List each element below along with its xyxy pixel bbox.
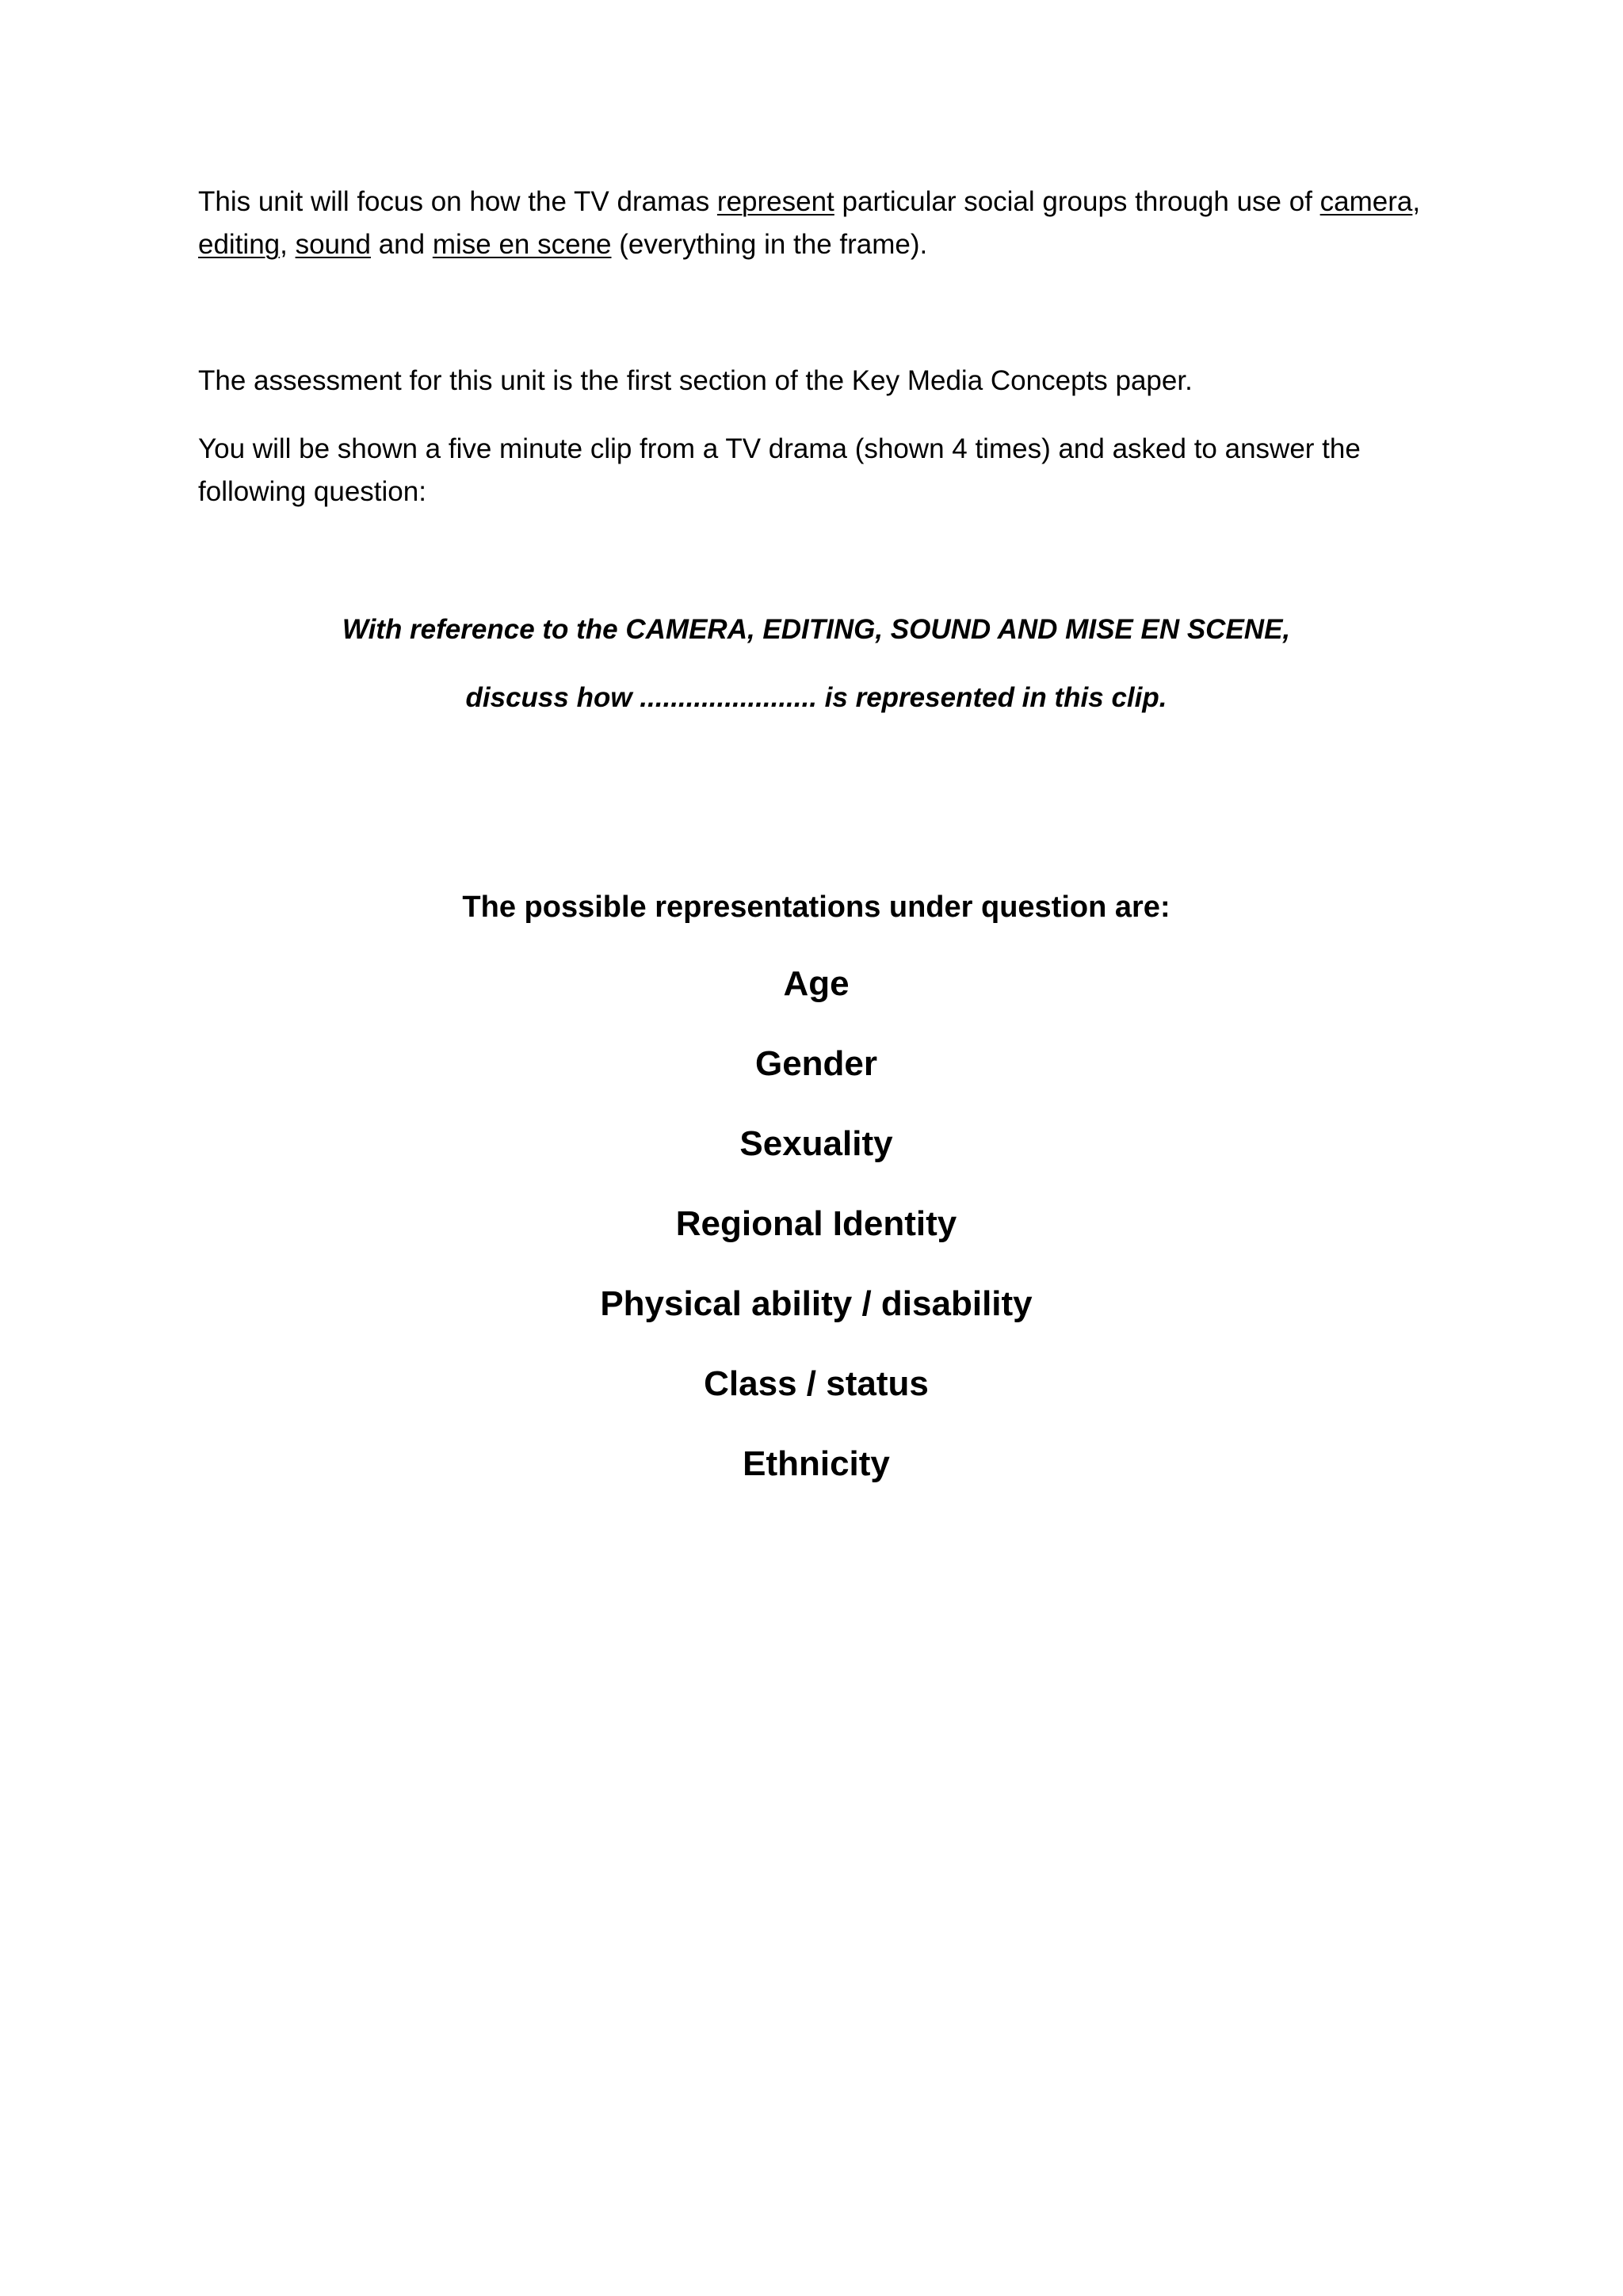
- clip-info-paragraph: You will be shown a five minute clip from a TV drama (shown 4 times) and asked to answer the following question:: [198, 433, 1361, 507]
- keyword-sound: sound: [295, 229, 371, 260]
- keyword-represent: represent: [716, 186, 834, 217]
- intro-text: ,: [1412, 186, 1421, 217]
- keyword-camera: camera: [1319, 186, 1413, 217]
- representation-item: Sexuality: [739, 1124, 893, 1163]
- representation-item: Physical ability / disability: [600, 1284, 1033, 1323]
- intro-text: and: [370, 229, 433, 260]
- document-content: [198, 181, 1434, 1522]
- assessment-paragraph: The assessment for this unit is the first section of the Key Media Concepts paper.: [198, 365, 1193, 396]
- intro-text: (everything in the frame).: [611, 229, 928, 260]
- exam-question-line-1: With reference to the CAMERA, EDITING, SOUND AND MISE EN SCENE,: [342, 614, 1291, 645]
- representations-list: [198, 962, 1434, 1486]
- keyword-editing: editing: [198, 229, 281, 260]
- representation-item: Age: [783, 964, 850, 1003]
- representation-item: Ethnicity: [743, 1444, 890, 1483]
- representation-item: Class / status: [704, 1364, 929, 1403]
- representation-item: Gender: [754, 1044, 878, 1083]
- intro-text: ,: [280, 229, 296, 260]
- keyword-mise-en-scene: mise en scene: [432, 229, 612, 260]
- exam-question-line-2: discuss how ....................... is represented in this clip.: [465, 682, 1167, 713]
- representations-heading: The possible representations under question are:: [462, 891, 1170, 924]
- intro-text: This unit will focus on how the TV dramas: [198, 186, 717, 217]
- intro-paragraph: [198, 181, 1434, 266]
- representation-item: Regional Identity: [675, 1204, 957, 1243]
- intro-text: particular social groups through use of: [834, 186, 1320, 217]
